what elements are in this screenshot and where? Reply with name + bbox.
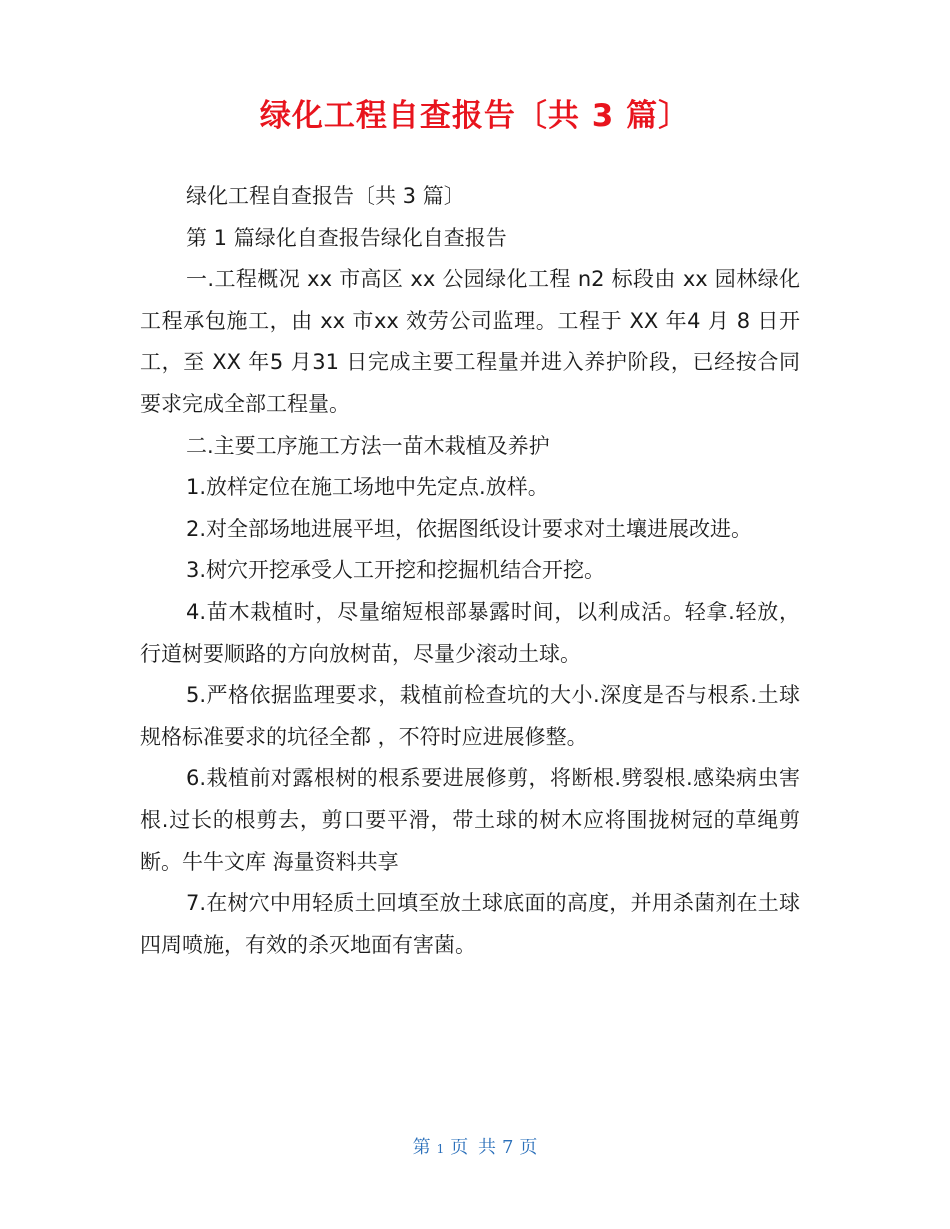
paragraph-step-3: 3.树穴开挖承受人工开挖和挖掘机结合开挖。 bbox=[186, 558, 606, 583]
paragraph-step-6: 6.栽植前对露根树的根系要进展修剪，将断根.劈裂根.感染病虫害根.过长的根剪去，剪口要平滑，带土球的树木应将围拢树冠的草绳剪断。牛牛文库 海量资料共享 bbox=[140, 766, 800, 874]
document-body bbox=[140, 176, 800, 966]
paragraph-construction-methods-heading: 二.主要工序施工方法一苗木栽植及养护 bbox=[186, 433, 550, 458]
paragraph-subtitle: 绿化工程自查报告〔共 3 篇〕 bbox=[186, 184, 465, 208]
paragraph-step-7: 7.在树穴中用轻质土回填至放土球底面的高度，并用杀菌剂在土球四周喷施，有效的杀灭地面有害菌。 bbox=[140, 891, 800, 957]
paragraph-section-heading: 第 1 篇绿化自查报告绿化自查报告 bbox=[186, 225, 507, 250]
footer-prefix: 第 bbox=[412, 1137, 431, 1158]
paragraph-step-2: 2.对全部场地进展平坦，依据图纸设计要求对土壤进展改进。 bbox=[186, 516, 753, 541]
paragraph-step-5: 5.严格依据监理要求，栽植前检查坑的大小.深度是否与根系.土球规格标准要求的坑径全都 ，不符时应进展修整。 bbox=[140, 683, 800, 749]
footer-suffix: 页 bbox=[519, 1137, 538, 1158]
paragraph-project-overview: 一.工程概况 xx 市高区 xx 公园绿化工程 n2 标段由 xx 园林绿化工程承包施工，由 xx 市xx 效劳公司监理。工程于 XX 年4 月 8 日开工，至 XX 年5 月31 日完成主要工程量并进入养护阶段，已经按合同要求完成全部工程量。 bbox=[140, 267, 800, 416]
page-footer bbox=[0, 1133, 950, 1159]
paragraph-step-4: 4.苗木栽植时，尽量缩短根部暴露时间，以利成活。轻拿.轻放，行道树要顺路的方向放树苗，尽量少滚动土球。 bbox=[140, 599, 800, 666]
paragraph-step-1: 1.放样定位在施工场地中先定点.放样。 bbox=[186, 475, 549, 500]
footer-total-pages: 7 bbox=[501, 1137, 514, 1158]
document-title: 绿化工程自查报告〔共 3 篇〕 bbox=[259, 98, 691, 134]
footer-middle: 页 共 bbox=[450, 1137, 496, 1158]
footer-page-number: 1 bbox=[436, 1142, 445, 1156]
